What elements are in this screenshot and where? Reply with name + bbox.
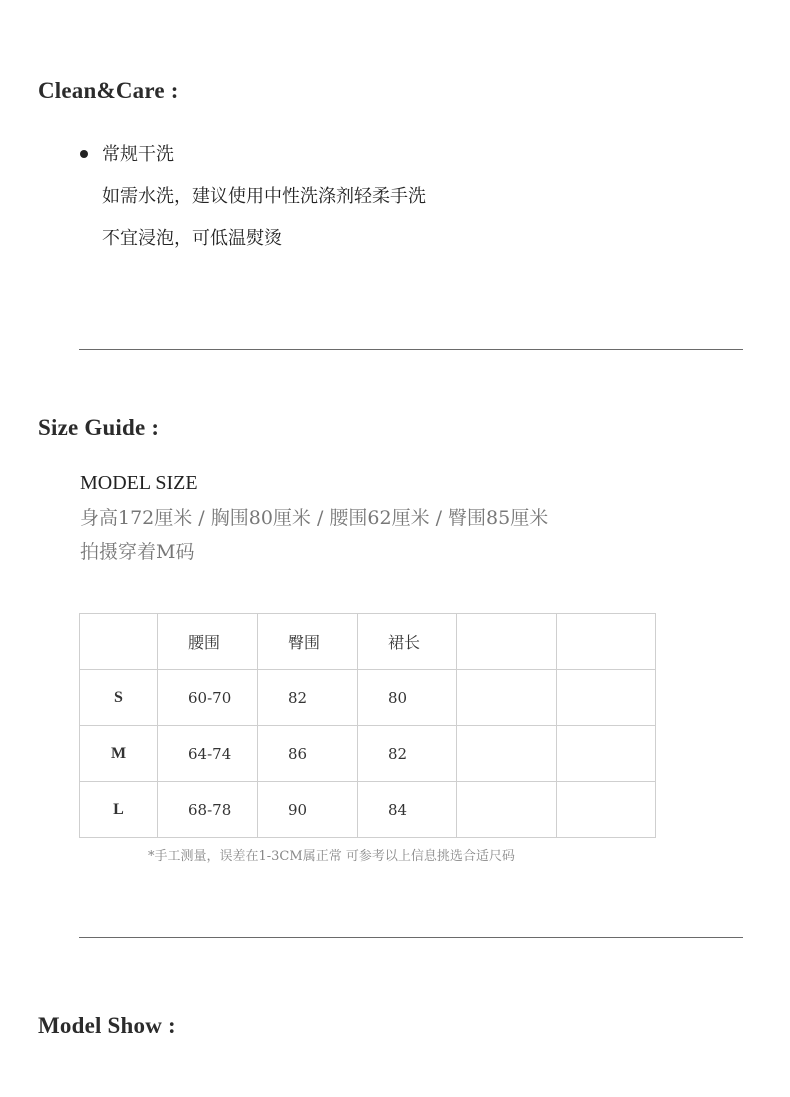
table-header-cell: 臀围 — [258, 614, 358, 670]
table-cell: 86 — [258, 726, 358, 782]
care-line-3: 不宜浸泡，可低温熨烫 — [102, 228, 282, 249]
table-cell: 80 — [358, 670, 457, 726]
table-cell: 84 — [358, 782, 457, 838]
section-divider — [79, 349, 743, 350]
bullet-dot — [80, 150, 88, 158]
section-divider — [79, 937, 743, 938]
model-measurements: 身高172厘米 / 胸围80厘米 / 腰围62厘米 / 臀围85厘米 — [80, 507, 549, 529]
table-header-cell: 裙长 — [358, 614, 457, 670]
table-cell — [557, 726, 656, 782]
measurement-note: *手工测量，误差在1-3CM属正常 可参考以上信息挑选合适尺码 — [148, 849, 515, 864]
table-header-cell — [557, 614, 656, 670]
table-cell — [457, 726, 557, 782]
size-label: S — [80, 670, 158, 726]
table-cell — [457, 670, 557, 726]
table-row — [80, 670, 656, 726]
table-row — [80, 782, 656, 838]
table-cell: 60-70 — [158, 670, 258, 726]
table-row — [80, 726, 656, 782]
size-label: M — [80, 726, 158, 782]
table-cell: 82 — [258, 670, 358, 726]
table-cell — [557, 670, 656, 726]
table-cell: 68-78 — [158, 782, 258, 838]
table-cell: 90 — [258, 782, 358, 838]
care-line-2: 如需水洗，建议使用中性洗涤剂轻柔手洗 — [102, 186, 426, 207]
table-header-cell — [457, 614, 557, 670]
table-cell — [457, 782, 557, 838]
care-line-1: 常规干洗 — [102, 144, 174, 165]
table-cell: 64-74 — [158, 726, 258, 782]
table-header-row — [80, 614, 656, 670]
size-table — [79, 613, 656, 838]
table-cell: 82 — [358, 726, 457, 782]
model-size-title: MODEL SIZE — [80, 472, 198, 494]
table-cell — [557, 782, 656, 838]
model-wearing-size: 拍摄穿着M码 — [80, 541, 195, 563]
table-header-cell: 腰围 — [158, 614, 258, 670]
size-guide-heading: Size Guide : — [38, 415, 160, 440]
model-show-heading: Model Show : — [38, 1013, 176, 1038]
clean-care-heading: Clean&Care : — [38, 78, 179, 103]
table-header-cell — [80, 614, 158, 670]
size-label: L — [80, 782, 158, 838]
